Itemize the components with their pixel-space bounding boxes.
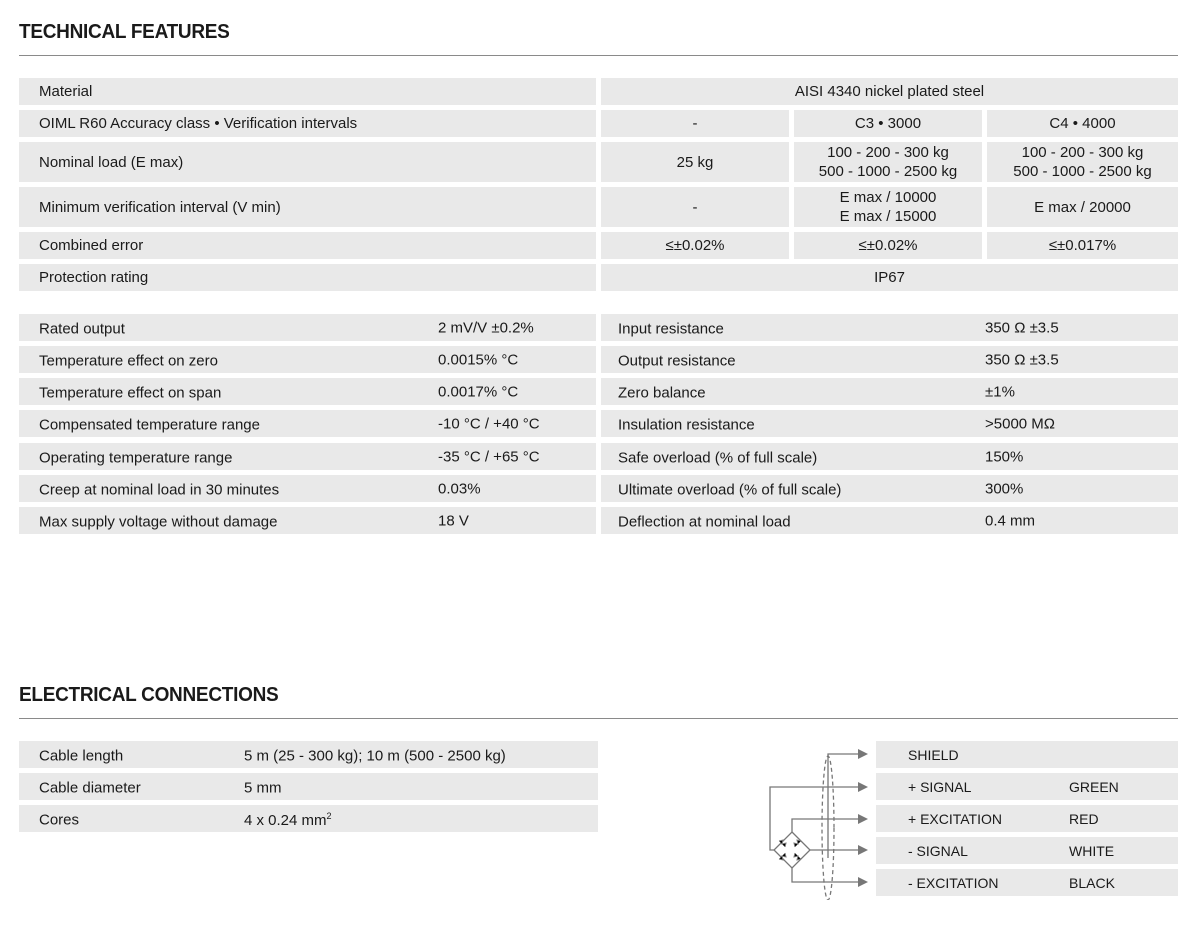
nominal-load-value-3: 100 - 200 - 300 kg 500 - 1000 - 2500 kg <box>987 142 1178 182</box>
arrow-icon <box>858 749 868 759</box>
nominal-load-label: Nominal load (E max) <box>19 142 596 182</box>
min-verification-value-3: E max / 20000 <box>987 187 1178 227</box>
spec-label: Temperature effect on span <box>39 383 222 401</box>
minus-excitation-wire <box>792 868 858 882</box>
spec-value: 2 mV/V ±0.2% <box>438 319 534 337</box>
cable-diameter-value: 5 mm <box>244 778 282 796</box>
wire-name: SHIELD <box>908 746 959 763</box>
combined-error-value-3: ≤±0.017% <box>987 232 1178 259</box>
cable-length-row <box>19 741 598 768</box>
spec-value: ±1% <box>985 383 1015 401</box>
wire-name: - SIGNAL <box>908 842 968 859</box>
arrow-icon <box>858 782 868 792</box>
spec-row <box>601 507 1178 534</box>
bridge-outline <box>774 832 810 868</box>
arrow-icon <box>858 845 868 855</box>
material-value: AISI 4340 nickel plated steel <box>601 78 1178 105</box>
spec-row <box>19 507 596 534</box>
technical-features-title: TECHNICAL FEATURES <box>19 21 230 43</box>
spec-row <box>601 410 1178 437</box>
spec-value: -35 °C / +65 °C <box>438 448 540 466</box>
spec-value: 0.0015% °C <box>438 351 519 369</box>
min-verification-value-1: - <box>601 187 789 227</box>
spec-label: Operating temperature range <box>39 448 233 466</box>
spec-row <box>19 475 596 502</box>
wire-color: GREEN <box>1069 778 1119 795</box>
spec-value: 0.4 mm <box>985 512 1036 530</box>
arrow-heads <box>858 749 868 887</box>
spec-label: Temperature effect on zero <box>39 351 218 369</box>
oiml-label: OIML R60 Accuracy class • Verification intervals <box>19 110 596 137</box>
spec-value: 0.0017% °C <box>438 383 519 401</box>
spec-row <box>601 378 1178 405</box>
nominal-load-value-1: 25 kg <box>601 142 789 182</box>
spec-row <box>19 410 596 437</box>
oiml-value-3: C4 • 4000 <box>987 110 1178 137</box>
cable-diameter-row <box>19 773 598 800</box>
wire-name: + EXCITATION <box>908 810 1002 827</box>
spec-label: Ultimate overload (% of full scale) <box>618 480 842 498</box>
wire-name: + SIGNAL <box>908 778 972 795</box>
wire-row <box>876 837 1178 864</box>
spec-value: >5000 MΩ <box>985 415 1056 433</box>
shield-wire <box>828 754 858 858</box>
nominal-load-value-2: 100 - 200 - 300 kg 500 - 1000 - 2500 kg <box>794 142 982 182</box>
spec-label: Deflection at nominal load <box>618 512 791 530</box>
resistor-marks <box>779 840 801 860</box>
protection-rating-value: IP67 <box>601 264 1178 291</box>
min-verification-label: Minimum verification interval (V min) <box>19 187 596 227</box>
spec-value: 18 V <box>438 512 469 530</box>
spec-row <box>19 443 596 470</box>
arrow-icon <box>858 877 868 887</box>
wire-row <box>876 741 1178 768</box>
electrical-connections-title: ELECTRICAL CONNECTIONS <box>19 684 279 706</box>
spec-row <box>601 314 1178 341</box>
protection-rating-label: Protection rating <box>19 264 596 291</box>
wire-row <box>876 869 1178 896</box>
wire-row <box>876 805 1178 832</box>
spec-row <box>19 378 596 405</box>
title-rule <box>19 718 1178 719</box>
spec-label: Creep at nominal load in 30 minutes <box>39 480 280 498</box>
combined-error-value-1: ≤±0.02% <box>601 232 789 259</box>
spec-label: Zero balance <box>618 383 706 401</box>
spec-value: 0.03% <box>438 480 481 498</box>
spec-label: Compensated temperature range <box>39 415 260 433</box>
plus-excitation-wire <box>792 819 858 832</box>
spec-label: Safe overload (% of full scale) <box>618 448 818 466</box>
spec-label: Insulation resistance <box>618 415 755 433</box>
spec-label: Output resistance <box>618 351 736 369</box>
wire-color: WHITE <box>1069 842 1115 859</box>
wire-row <box>876 773 1178 800</box>
spec-label: Rated output <box>39 319 125 337</box>
wire-color: RED <box>1069 810 1099 827</box>
wire-color: BLACK <box>1069 874 1115 891</box>
cable-length-label: Cable length <box>39 746 124 764</box>
spec-row <box>601 443 1178 470</box>
material-label: Material <box>19 78 596 105</box>
wire-name: - EXCITATION <box>908 874 999 891</box>
spec-label: Input resistance <box>618 319 724 337</box>
cores-label: Cores <box>39 810 80 828</box>
combined-error-label: Combined error <box>19 232 596 259</box>
spec-row <box>19 314 596 341</box>
combined-error-value-2: ≤±0.02% <box>794 232 982 259</box>
oiml-value-2: C3 • 3000 <box>794 110 982 137</box>
arrow-icon <box>858 814 868 824</box>
spec-row <box>601 346 1178 373</box>
oiml-value-1: - <box>601 110 789 137</box>
spec-row <box>601 475 1178 502</box>
cable-diameter-label: Cable diameter <box>39 778 141 796</box>
cores-value: 4 x 0.24 $mm^2$ <box>244 810 332 829</box>
spec-label: Max supply voltage without damage <box>39 512 278 530</box>
spec-value: 350 Ω ±3.5 <box>985 319 1059 337</box>
wiring-diagram <box>760 740 876 900</box>
spec-value: 150% <box>985 448 1024 466</box>
spec-value: -10 °C / +40 °C <box>438 415 540 433</box>
min-verification-value-2: E max / 10000 E max / 15000 <box>794 187 982 227</box>
cable-length-value: 5 m (25 - 300 kg); 10 m (500 - 2500 kg) <box>244 746 506 764</box>
cores-row <box>19 805 598 832</box>
title-rule <box>19 55 1178 56</box>
spec-row <box>19 346 596 373</box>
spec-value: 350 Ω ±3.5 <box>985 351 1059 369</box>
spec-value: 300% <box>985 480 1024 498</box>
